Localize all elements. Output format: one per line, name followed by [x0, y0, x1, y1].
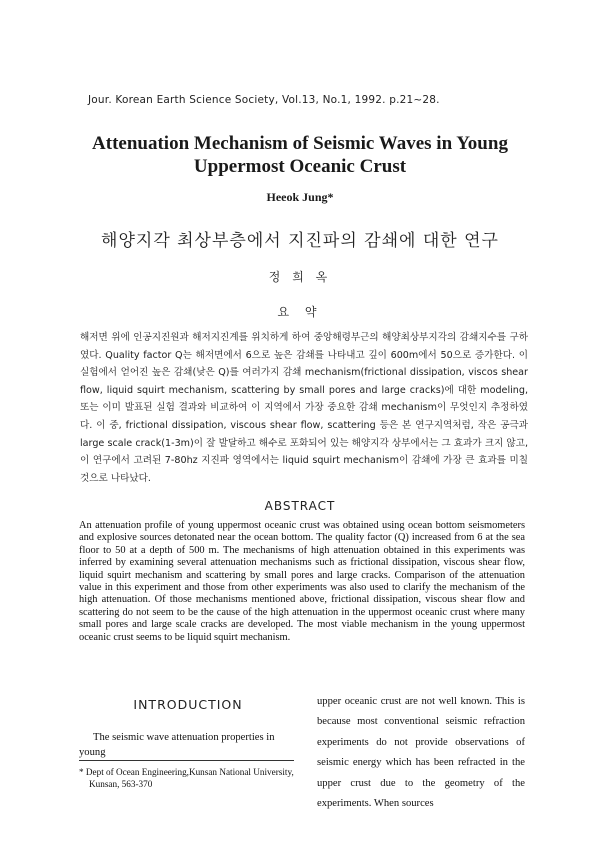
author-name: Heeok Jung*: [266, 190, 334, 204]
author-affiliation-footnote: * Dept of Ocean Engineering,Kunsan National University, Kunsan, 563-370: [79, 767, 294, 789]
footnote-divider: [79, 760, 294, 761]
paper-title: [60, 132, 540, 178]
paper-title-line-2: Uppermost Oceanic Crust: [193, 156, 407, 177]
paper-title-line-1: Attenuation Mechanism of Seismic Waves in Young: [92, 133, 508, 154]
korean-title: 해양지각 최상부층에서 지진파의 감쇄에 대한 연구: [101, 231, 499, 251]
korean-author-name: 정 희 옥: [268, 270, 332, 284]
korean-summary-text: 해저면 위에 인공지진원과 해저지진계를 위치하게 하여 중앙해령부근의 해양최상부지각의 감쇄지수를 구하였다. Quality factor Q는 해저면에서 6으로 높은 감쇄를 나타내고 깊이 600m에서 50으로 증가한다. 이 실험에서 얻어진 높은 감쇄(낮은 Q)를 여러가지 감쇄 mechanism(frictional dissipation, viscos shear flow, liquid squirt mechanism, scattering by small pores and large cracks)에 대한 modeling, 또는 이미 발표된 실험 결과와 비교하여 이 지역에서 가장 중요한 감쇄 mechanism이 무엇인지 추정하였다. 이 중, frictional dissipation, viscous shear flow, scattering 등은 본 연구지역처럼, 작은 공극과 large scale crack(1-3m)이 잘 발달하고 해수로 포화되어 있는 해양지각 상부에서는 그 효과가 크지 않고, 이 연구에서 고려된 7-80hz 지진파 영역에서는 liquid squirt mechanism이 감쇄에 가장 큰 효과를 미칠 것으로 나타났다.: [80, 332, 528, 484]
introduction-right-column: upper oceanic crust are not well known. This is because most conventional seismic refraction experiments do not provide observations of seismic energy which has been refracted in the upper crust due to the geometry of the experiments. When sources: [317, 696, 525, 810]
korean-summary-heading: 요 약: [277, 305, 323, 319]
journal-citation: Jour. Korean Earth Science Society, Vol.13, No.1, 1992. p.21~28.: [88, 94, 440, 106]
introduction-heading: INTRODUCTION: [133, 697, 243, 712]
abstract-heading: ABSTRACT: [264, 499, 336, 513]
abstract-text: An attenuation profile of young uppermost oceanic crust was obtained using ocean bottom seismometers and explosive sources detonated near the ocean bottom. The quality factor (Q) increased from 6 at the sea floor to 50 at a depth of 500 m. The mechanisms of high attenuation obtained in this experiments was inferred by examining several attenuation mechanisms such as frictional dissipation, viscous shear flow, liquid squirt mechanism and scattering by small pores and large cracks. Comparison of the attenuation value in this experiment and those from other experiments was also used to clarify the mechanism of the high attenuation. Of those mechanisms mentioned above, frictional dissipation, viscous shear flow and scattering do not seem to be the cause of the high attenuation in the uppermost oceanic crust where many small pores and large scale cracks are developed. The most viable mechanism in the young uppermost oceanic crust seems to be liquid squirt mechanism.: [79, 520, 525, 643]
introduction-left-column: The seismic wave attenuation properties in young: [79, 732, 275, 758]
